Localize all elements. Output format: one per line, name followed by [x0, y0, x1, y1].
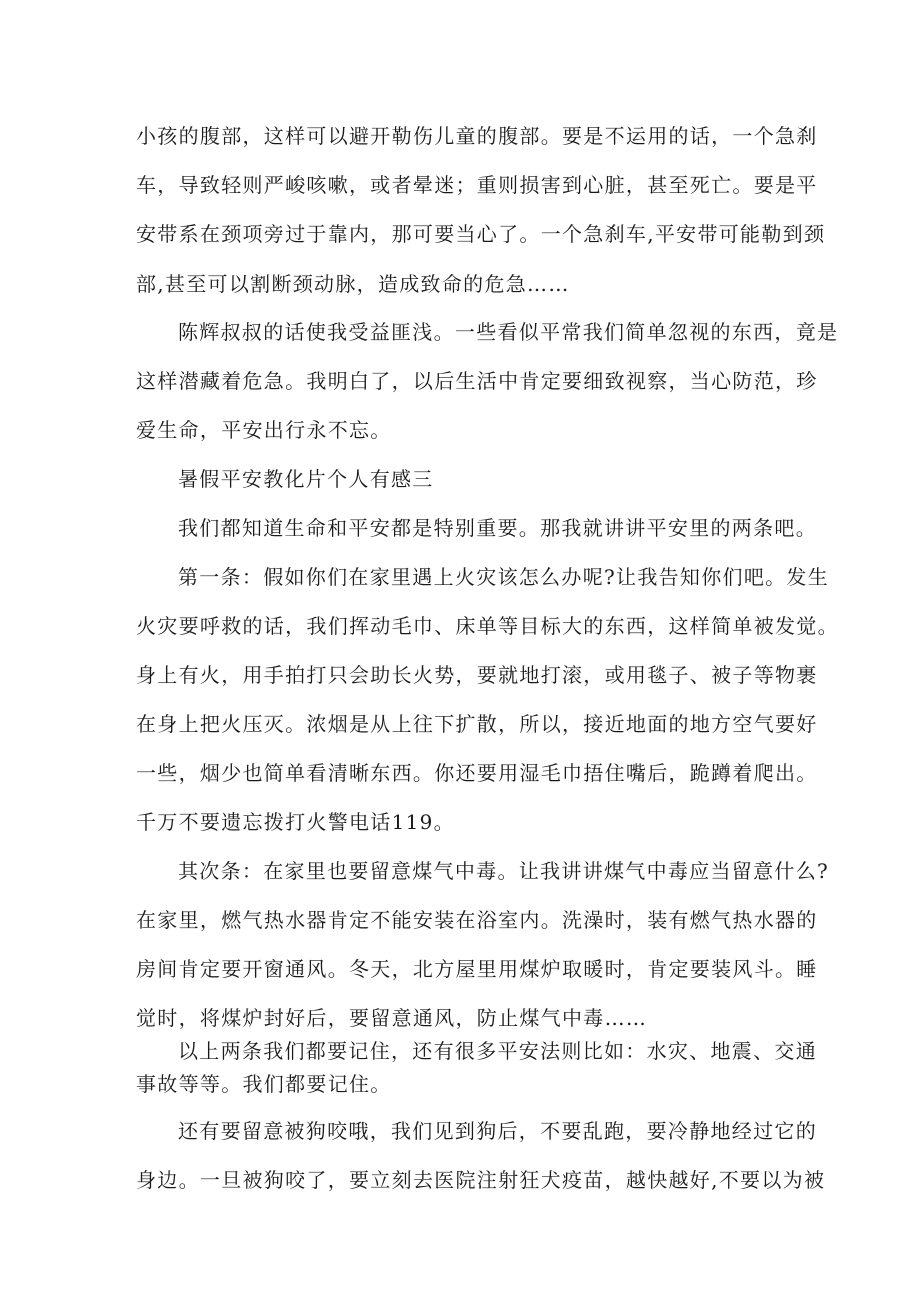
body-text-line: 身上有火，用手拍打只会助长火势，要就地打滚，或用毯子、被子等物裹: [136, 663, 818, 687]
paragraph-first-line: 我们都知道生命和平安都是特别重要。那我就讲讲平安里的两条吧。: [178, 516, 817, 540]
body-text-line: 这样潜藏着危急。我明白了，以后生活中肯定要细致视察，当心防范，珍: [136, 369, 818, 393]
body-text-line: 在家里，燃气热水器肯定不能安装在浴室内。洗澡时，装有燃气热水器的: [136, 908, 818, 932]
body-text-line: 房间肯定要开窗通风。冬天，北方屋里用煤炉取暖时，肯定要装风斗。睡: [136, 957, 818, 981]
section-heading: 暑假平安教化片个人有感三: [178, 467, 434, 491]
body-text-line: 爱生命，平安出行永不忘。: [136, 418, 392, 442]
paragraph-first-line: 第一条：假如你们在家里遇上火灾该怎么办呢?让我告知你们吧。发生: [178, 565, 830, 589]
body-text-line: 一些，烟少也简单看清晰东西。你还要用湿毛巾捂住嘴后，跪蹲着爬出。: [136, 761, 818, 785]
body-text-line: 觉时，将煤炉封好后，要留意通风，防止煤气中毒……: [136, 1006, 648, 1030]
body-text-line: 事故等等。我们都要记住。: [136, 1072, 392, 1096]
paragraph-first-line: 其次条：在家里也要留意煤气中毒。让我讲讲煤气中毒应当留意什么?: [178, 859, 830, 883]
body-text-line: 在身上把火压灭。浓烟是从上往下扩散，所以，接近地面的地方空气要好: [136, 712, 818, 736]
body-text-line: 车，导致轻则严峻咳嗽，或者晕迷；重则损害到心脏，甚至死亡。要是平: [136, 173, 818, 197]
paragraph-first-line: 还有要留意被狗咬哦，我们见到狗后，不要乱跑，要冷静地经过它的: [178, 1119, 817, 1143]
body-text-line: 千万不要遗忘拨打火警电话119。: [136, 810, 455, 834]
paragraph-first-line: 以上两条我们都要记住，还有很多平安法则比如：水灾、地震、交通: [178, 1039, 817, 1063]
body-text-line: 小孩的腹部，这样可以避开勒伤儿童的腹部。要是不运用的话，一个急刹: [136, 124, 818, 148]
body-text-line: 部,甚至可以割断颈动脉，造成致命的危急……: [136, 272, 570, 296]
body-text-line: 身边。一旦被狗咬了，要立刻去医院注射狂犬疫苗，越快越好,不要以为被: [136, 1168, 826, 1192]
body-text-line: 安带系在颈项旁过于靠内，那可要当心了。一个急刹车,平安带可能勒到颈: [136, 222, 826, 246]
body-text-line: 火灾要呼救的话，我们挥动毛巾、床单等目标大的东西，这样简单被发觉。: [136, 614, 839, 638]
paragraph-first-line: 陈辉叔叔的话使我受益匪浅。一些看似平常我们简单忽视的东西，竟是: [178, 320, 839, 344]
